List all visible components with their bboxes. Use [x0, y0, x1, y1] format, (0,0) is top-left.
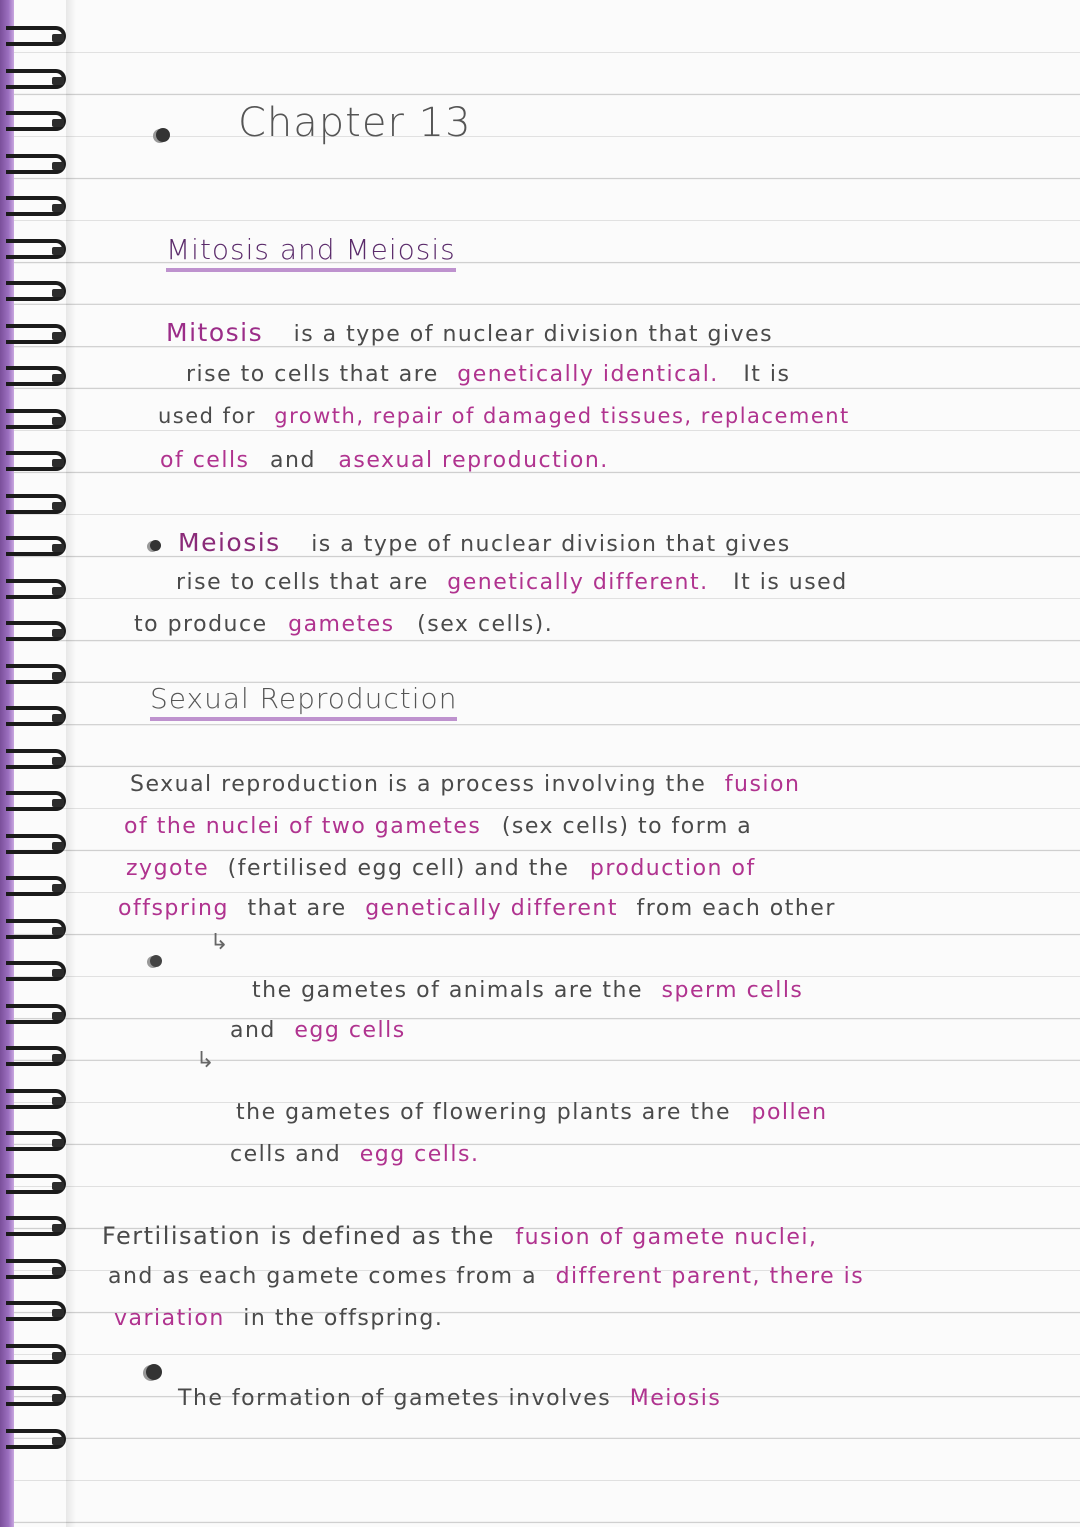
- spiral-ring: [6, 494, 66, 514]
- spiral-ring: [6, 196, 66, 216]
- spiral-ring: [6, 1131, 66, 1151]
- plants-line-2: cells and egg cells.: [230, 1142, 480, 1167]
- highlight-production-of: production of: [589, 856, 756, 881]
- highlight-meiosis: Meiosis: [629, 1386, 722, 1411]
- sr-line-1: Sexual reproduction is a process involving the fusion: [130, 772, 801, 797]
- bullet-dot-icon: [150, 540, 161, 551]
- section-heading-mitosis-meiosis: Mitosis and Meiosis: [166, 233, 456, 272]
- highlight-genetically-identical: genetically identical.: [457, 362, 719, 387]
- animals-line-1: the gametes of animals are the sperm cells: [252, 978, 804, 1003]
- spiral-ring: [6, 366, 66, 386]
- spiral-ring: [6, 961, 66, 981]
- highlight-egg-cells-2: egg cells.: [359, 1142, 480, 1167]
- spiral-ring: [6, 876, 66, 896]
- spiral-ring: [6, 451, 66, 471]
- spiral-ring: [6, 111, 66, 131]
- spiral-ring: [6, 409, 66, 429]
- spiral-ring: [6, 664, 66, 684]
- spiral-ring: [6, 239, 66, 259]
- meiosis-line-2: rise to cells that are genetically different. It is used: [176, 570, 848, 595]
- animals-line-2: and egg cells: [230, 1018, 406, 1043]
- spiral-ring: [6, 1174, 66, 1194]
- highlight-pollen: pollen: [751, 1100, 828, 1125]
- highlight-gametes: gametes: [288, 612, 395, 637]
- sr-line-4: offspring that are genetically different from each other: [118, 896, 836, 921]
- spiral-ring: [6, 26, 66, 46]
- mitosis-line-2: rise to cells that are genetically identical. It is: [186, 362, 791, 387]
- spiral-ring: [6, 69, 66, 89]
- highlight-genetically-different: genetically different.: [447, 570, 709, 595]
- formation-line: The formation of gametes involves Meiosis: [178, 1386, 722, 1411]
- meiosis-line-1: Meiosis is a type of nuclear division that gives: [178, 528, 791, 557]
- fertilisation-line-1: Fertilisation is defined as the fusion of gamete nuclei,: [102, 1222, 818, 1250]
- bullet-dot-icon: [146, 1364, 162, 1380]
- highlight-different-parent: different parent, there is: [555, 1264, 865, 1289]
- highlight-fusion-of-gamete-nuclei: fusion of gamete nuclei,: [515, 1225, 818, 1250]
- section-heading-sexual-reproduction: Sexual Reproduction: [150, 682, 457, 721]
- spiral-ring: [6, 154, 66, 174]
- spiral-ring: [6, 1386, 66, 1406]
- spiral-ring: [6, 324, 66, 344]
- arrow-icon: ↳: [210, 930, 229, 955]
- spiral-ring: [6, 1046, 66, 1066]
- spiral-ring: [6, 621, 66, 641]
- highlight-zygote: zygote: [126, 856, 210, 881]
- spiral-ring: [6, 1344, 66, 1364]
- mitosis-line-4: of cells and asexual reproduction.: [160, 448, 609, 473]
- highlight-variation: variation: [114, 1306, 225, 1331]
- highlight-offspring: offspring: [118, 896, 229, 921]
- page-title: Chapter 13: [238, 100, 472, 146]
- sr-line-3: zygote (fertilised egg cell) and the production of: [126, 856, 756, 881]
- highlight-uses-of-mitosis: growth, repair of damaged tissues, replacement: [274, 404, 850, 428]
- spiral-ring: [6, 1301, 66, 1321]
- spiral-ring: [6, 1216, 66, 1236]
- spiral-rings: [6, 0, 76, 1527]
- spiral-ring: [6, 706, 66, 726]
- fertilisation-line-2: and as each gamete comes from a different parent, there is: [108, 1264, 865, 1289]
- mitosis-line-1: Mitosis is a type of nuclear division that gives: [166, 318, 774, 347]
- sr-line-2: of the nuclei of two gametes (sex cells) to form a: [124, 814, 753, 839]
- spiral-ring: [6, 536, 66, 556]
- fertilisation-line-3: variation in the offspring.: [114, 1306, 444, 1331]
- mitosis-line-3: used for growth, repair of damaged tissues, replacement: [158, 404, 850, 428]
- meiosis-line-3: to produce gametes (sex cells).: [134, 612, 554, 637]
- highlight-sperm-cells: sperm cells: [661, 978, 804, 1003]
- mitosis-term: Mitosis: [166, 318, 264, 347]
- spiral-ring: [6, 834, 66, 854]
- spiral-ring: [6, 1004, 66, 1024]
- bullet-dot-icon: [156, 128, 170, 142]
- highlight-egg-cells: egg cells: [294, 1018, 406, 1043]
- meiosis-term: Meiosis: [178, 528, 281, 557]
- spiral-ring: [6, 1259, 66, 1279]
- spiral-ring: [6, 1089, 66, 1109]
- spiral-ring: [6, 1429, 66, 1449]
- spiral-ring: [6, 919, 66, 939]
- spiral-ring: [6, 281, 66, 301]
- spiral-ring: [6, 579, 66, 599]
- highlight-genetically-different-2: genetically different: [365, 896, 619, 921]
- highlight-nuclei-of-two-gametes: of the nuclei of two gametes: [124, 814, 482, 839]
- plants-line-1: the gametes of flowering plants are the pollen: [236, 1100, 828, 1125]
- highlight-fusion: fusion: [724, 772, 801, 797]
- lined-paper: [14, 0, 1080, 1527]
- spiral-ring: [6, 749, 66, 769]
- highlight-asexual-reproduction: asexual reproduction.: [338, 448, 609, 473]
- bullet-dot-icon: [150, 955, 162, 967]
- arrow-icon: ↳: [196, 1048, 215, 1073]
- spiral-ring: [6, 791, 66, 811]
